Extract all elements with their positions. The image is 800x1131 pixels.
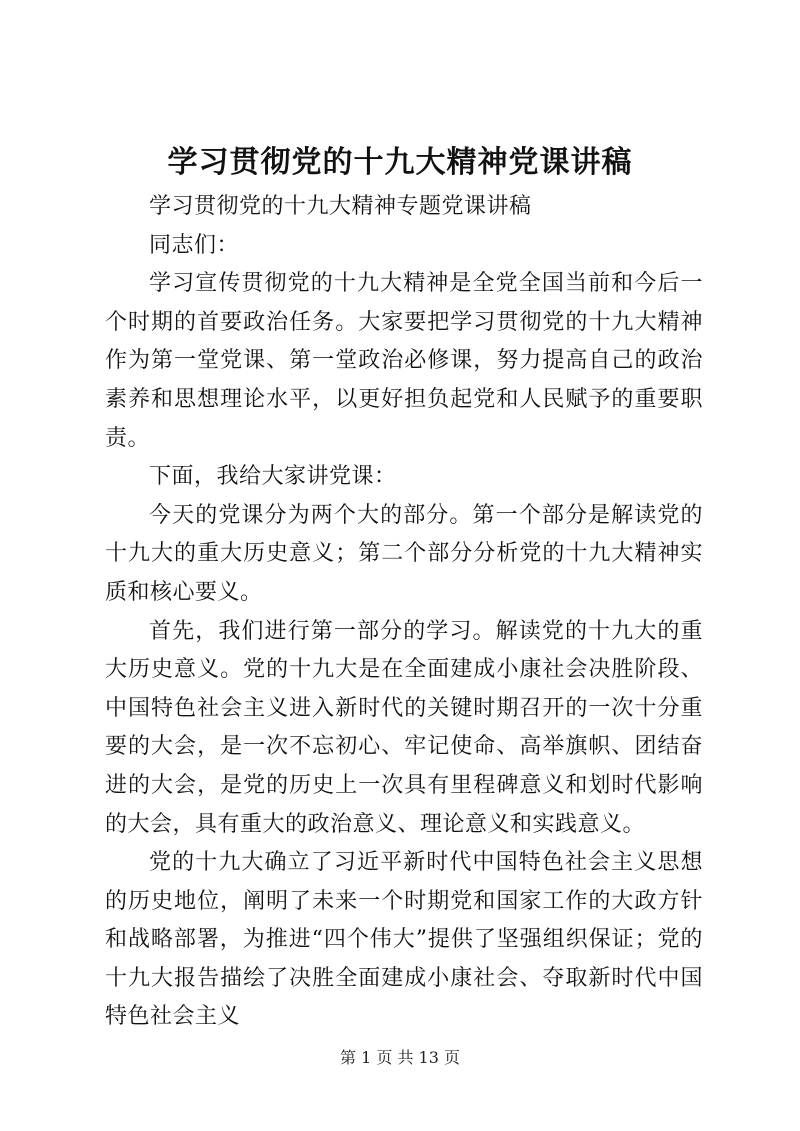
paragraph-4: 首先，我们进行第一部分的学习。解读党的十九大的重大历史意义。党的十九大是在全面建成小康社会决胜阶段、中国特色社会主义进入新时代的关键时期召开的一次十分重要的大会，是一次不忘初心、牢记使命、高举旗帜、团结奋进的大会，是党的历史上一次具有里程碑意义和划时代影响的大会，具有重大的政治意义、理论意义和实践意义。: [105, 618, 703, 837]
paragraph-2: 下面，我给大家讲党课：: [149, 464, 397, 490]
paragraph-1: 学习宣传贯彻党的十九大精神是全党全国当前和今后一个时期的首要政治任务。大家要把学习贯彻党的十九大精神作为第一堂党课、第一堂政治必修课，努力提高自己的政治素养和思想理论水平，以更好担负起党和人民赋予的重要职责。: [105, 271, 703, 451]
greeting-line: 同志们：: [149, 232, 240, 258]
page-number-footer: 第 1 页 共 13 页: [340, 1048, 460, 1067]
document-body: [105, 188, 703, 1037]
paragraph-3: 今天的党课分为两个大的部分。第一个部分是解读党的十九大的重大历史意义；第二个部分分析党的十九大精神实质和核心要义。: [105, 502, 703, 605]
paragraph-5: 党的十九大确立了习近平新时代中国特色社会主义思想的历史地位，阐明了未来一个时期党和国家工作的大政方针和战略部署，为推进“四个伟大”提供了坚强组织保证；党的十九大报告描绘了决胜全面建成小康社会、夺取新时代中国特色社会主义: [105, 850, 703, 1030]
document-title: 学习贯彻党的十九大精神党课讲稿: [167, 145, 633, 180]
document-subtitle: 学习贯彻党的十九大精神专题党课讲稿: [149, 194, 532, 219]
